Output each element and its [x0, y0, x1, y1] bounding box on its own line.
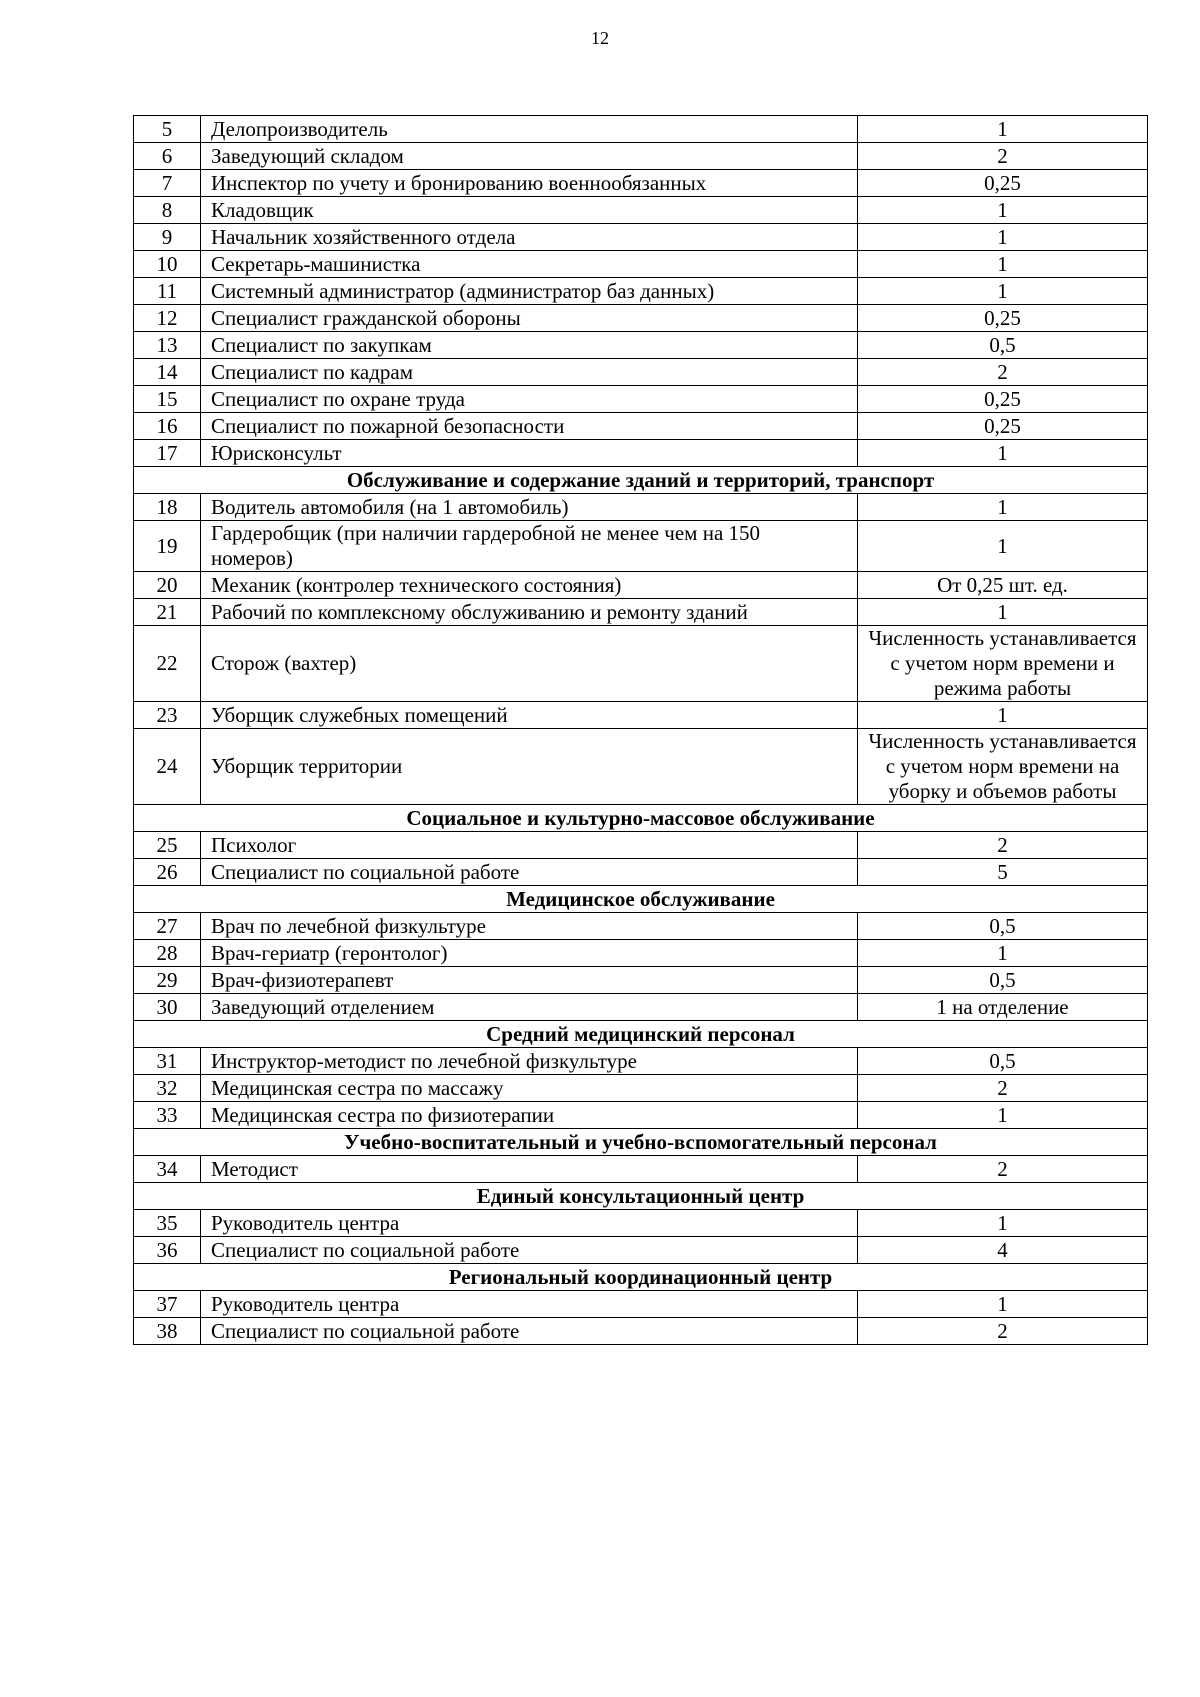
table-row	[134, 440, 1148, 467]
position-name: Уборщик территории	[201, 729, 858, 805]
position-name: Специалист по кадрам	[201, 359, 858, 386]
table-row	[134, 702, 1148, 729]
row-number: 30	[134, 994, 201, 1021]
table-row	[134, 572, 1148, 599]
staff-quantity: 2	[858, 832, 1148, 859]
table-row	[134, 729, 1148, 805]
position-name: Инструктор-методист по лечебной физкультуре	[201, 1048, 858, 1075]
position-name: Рабочий по комплексному обслуживанию и ремонту зданий	[201, 599, 858, 626]
table-row	[134, 494, 1148, 521]
staff-quantity: 1	[858, 1291, 1148, 1318]
position-name: Уборщик служебных помещений	[201, 702, 858, 729]
table-row	[134, 1156, 1148, 1183]
table-row	[134, 967, 1148, 994]
position-name: Врач по лечебной физкультуре	[201, 913, 858, 940]
position-name: Водитель автомобиля (на 1 автомобиль)	[201, 494, 858, 521]
row-number: 38	[134, 1318, 201, 1345]
row-number: 31	[134, 1048, 201, 1075]
position-name: Руководитель центра	[201, 1291, 858, 1318]
table-row	[134, 197, 1148, 224]
staff-quantity: Численность устанавливается с учетом норм времени на уборку и объемов работы	[858, 729, 1148, 805]
table-row	[134, 994, 1148, 1021]
section-title: Учебно-воспитательный и учебно-вспомогательный персонал	[134, 1129, 1148, 1156]
staff-quantity: 0,5	[858, 967, 1148, 994]
staff-quantity: 1	[858, 521, 1148, 572]
staff-quantity: Численность устанавливается с учетом норм времени и режима работы	[858, 626, 1148, 702]
table-row	[134, 1048, 1148, 1075]
row-number: 10	[134, 251, 201, 278]
row-number: 37	[134, 1291, 201, 1318]
row-number: 33	[134, 1102, 201, 1129]
row-number: 27	[134, 913, 201, 940]
row-number: 7	[134, 170, 201, 197]
row-number: 17	[134, 440, 201, 467]
row-number: 26	[134, 859, 201, 886]
section-header-row	[134, 886, 1148, 913]
table-row	[134, 116, 1148, 143]
table-row	[134, 143, 1148, 170]
row-number: 34	[134, 1156, 201, 1183]
row-number: 12	[134, 305, 201, 332]
staff-quantity: 1	[858, 940, 1148, 967]
staff-quantity: 1	[858, 116, 1148, 143]
table-row	[134, 1075, 1148, 1102]
table-row	[134, 1102, 1148, 1129]
position-name: Специалист гражданской обороны	[201, 305, 858, 332]
staff-quantity: 2	[858, 1156, 1148, 1183]
staff-quantity: 1	[858, 440, 1148, 467]
row-number: 25	[134, 832, 201, 859]
staff-quantity: 0,25	[858, 305, 1148, 332]
staff-quantity: 1	[858, 1210, 1148, 1237]
staff-quantity: 2	[858, 143, 1148, 170]
table-row	[134, 305, 1148, 332]
section-title: Единый консультационный центр	[134, 1183, 1148, 1210]
section-title: Региональный координационный центр	[134, 1264, 1148, 1291]
position-name: Кладовщик	[201, 197, 858, 224]
position-name: Системный администратор (администратор баз данных)	[201, 278, 858, 305]
table-row	[134, 940, 1148, 967]
table-row	[134, 332, 1148, 359]
table-row	[134, 1237, 1148, 1264]
position-name: Медицинская сестра по массажу	[201, 1075, 858, 1102]
position-name: Врач-физиотерапевт	[201, 967, 858, 994]
position-name: Заведующий отделением	[201, 994, 858, 1021]
row-number: 8	[134, 197, 201, 224]
staff-quantity: 0,5	[858, 913, 1148, 940]
position-name: Механик (контролер технического состояния)	[201, 572, 858, 599]
position-name: Специалист по социальной работе	[201, 859, 858, 886]
position-name: Делопроизводитель	[201, 116, 858, 143]
row-number: 13	[134, 332, 201, 359]
row-number: 5	[134, 116, 201, 143]
position-name: Специалист по социальной работе	[201, 1318, 858, 1345]
staff-quantity: 1	[858, 599, 1148, 626]
table-row	[134, 413, 1148, 440]
row-number: 15	[134, 386, 201, 413]
table-row	[134, 521, 1148, 572]
table-row	[134, 1291, 1148, 1318]
row-number: 28	[134, 940, 201, 967]
row-number: 6	[134, 143, 201, 170]
staff-quantity: 1	[858, 197, 1148, 224]
staff-quantity: 1	[858, 251, 1148, 278]
row-number: 14	[134, 359, 201, 386]
staff-quantity: 2	[858, 359, 1148, 386]
staff-quantity: 2	[858, 1075, 1148, 1102]
position-name: Специалист по закупкам	[201, 332, 858, 359]
staff-quantity: 1	[858, 224, 1148, 251]
position-name: Психолог	[201, 832, 858, 859]
row-number: 36	[134, 1237, 201, 1264]
staff-quantity: 5	[858, 859, 1148, 886]
staffing-table-body	[134, 116, 1148, 1345]
staff-quantity: 0,5	[858, 332, 1148, 359]
position-name: Специалист по охране труда	[201, 386, 858, 413]
row-number: 32	[134, 1075, 201, 1102]
page-number: 12	[591, 28, 609, 48]
position-name: Юрисконсульт	[201, 440, 858, 467]
position-name: Методист	[201, 1156, 858, 1183]
staff-quantity: 2	[858, 1318, 1148, 1345]
position-name: Гардеробщик (при наличии гардеробной не менее чем на 150 номеров)	[201, 521, 858, 572]
staff-quantity: 0,25	[858, 170, 1148, 197]
staff-quantity: 0,25	[858, 386, 1148, 413]
table-row	[134, 599, 1148, 626]
table-row	[134, 170, 1148, 197]
section-header-row	[134, 805, 1148, 832]
row-number: 29	[134, 967, 201, 994]
row-number: 23	[134, 702, 201, 729]
staff-quantity: 1	[858, 1102, 1148, 1129]
section-header-row	[134, 1264, 1148, 1291]
section-title: Средний медицинский персонал	[134, 1021, 1148, 1048]
staff-quantity: 0,25	[858, 413, 1148, 440]
row-number: 35	[134, 1210, 201, 1237]
staff-quantity: 1	[858, 702, 1148, 729]
position-name: Специалист по социальной работе	[201, 1237, 858, 1264]
staff-quantity: От 0,25 шт. ед.	[858, 572, 1148, 599]
table-row	[134, 251, 1148, 278]
row-number: 22	[134, 626, 201, 702]
row-number: 20	[134, 572, 201, 599]
table-row	[134, 1210, 1148, 1237]
section-header-row	[134, 1129, 1148, 1156]
table-row	[134, 913, 1148, 940]
section-header-row	[134, 1183, 1148, 1210]
section-header-row	[134, 1021, 1148, 1048]
row-number: 21	[134, 599, 201, 626]
table-row	[134, 224, 1148, 251]
row-number: 19	[134, 521, 201, 572]
section-title: Социальное и культурно-массовое обслуживание	[134, 805, 1148, 832]
table-row	[134, 832, 1148, 859]
staffing-table	[133, 115, 1148, 1345]
position-name: Инспектор по учету и бронированию военнообязанных	[201, 170, 858, 197]
position-name: Медицинская сестра по физиотерапии	[201, 1102, 858, 1129]
row-number: 18	[134, 494, 201, 521]
staff-quantity: 1 на отделение	[858, 994, 1148, 1021]
position-name: Врач-гериатр (геронтолог)	[201, 940, 858, 967]
table-row	[134, 386, 1148, 413]
section-title: Обслуживание и содержание зданий и территорий, транспорт	[134, 467, 1148, 494]
row-number: 9	[134, 224, 201, 251]
staff-quantity: 1	[858, 278, 1148, 305]
row-number: 16	[134, 413, 201, 440]
staff-quantity: 4	[858, 1237, 1148, 1264]
position-name: Начальник хозяйственного отдела	[201, 224, 858, 251]
table-row	[134, 626, 1148, 702]
table-row	[134, 859, 1148, 886]
staff-quantity: 0,5	[858, 1048, 1148, 1075]
row-number: 11	[134, 278, 201, 305]
position-name: Руководитель центра	[201, 1210, 858, 1237]
staff-quantity: 1	[858, 494, 1148, 521]
section-header-row	[134, 467, 1148, 494]
table-row	[134, 359, 1148, 386]
row-number: 24	[134, 729, 201, 805]
table-row	[134, 1318, 1148, 1345]
table-row	[134, 278, 1148, 305]
position-name: Секретарь-машинистка	[201, 251, 858, 278]
position-name: Специалист по пожарной безопасности	[201, 413, 858, 440]
section-title: Медицинское обслуживание	[134, 886, 1148, 913]
position-name: Заведующий складом	[201, 143, 858, 170]
position-name: Сторож (вахтер)	[201, 626, 858, 702]
